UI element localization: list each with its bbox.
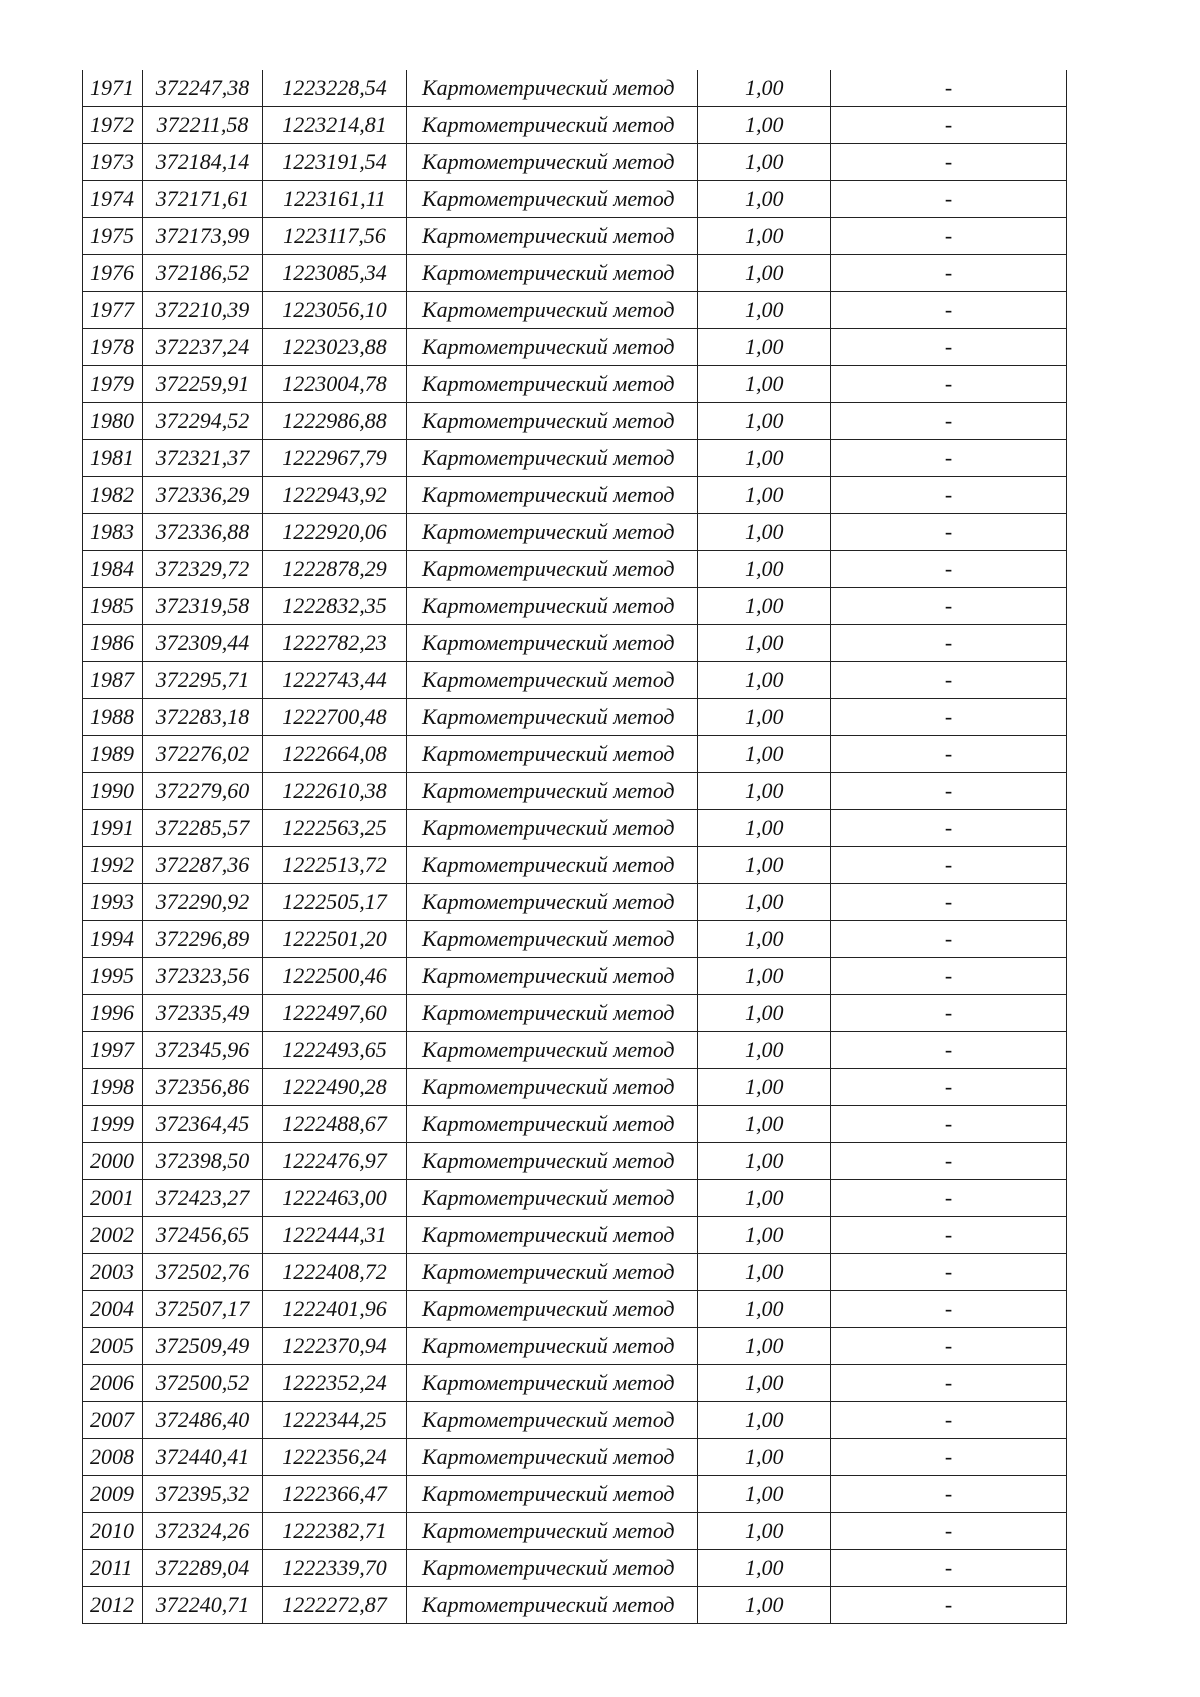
x-coordinate-cell: 372287,36 (143, 847, 263, 884)
table-row (83, 551, 1067, 588)
accuracy-cell: 1,00 (698, 1217, 831, 1254)
point-number-cell: 2001 (83, 1180, 143, 1217)
description-cell: - (831, 366, 1067, 403)
description-cell: - (831, 1254, 1067, 1291)
description-cell: - (831, 107, 1067, 144)
method-cell: Картометрический метод (407, 366, 698, 403)
method-cell: Картометрический метод (407, 181, 698, 218)
y-coordinate-cell: 1222563,25 (263, 810, 407, 847)
method-cell: Картометрический метод (407, 1365, 698, 1402)
x-coordinate-cell: 372398,50 (143, 1143, 263, 1180)
y-coordinate-cell: 1222700,48 (263, 699, 407, 736)
x-coordinate-cell: 372345,96 (143, 1032, 263, 1069)
y-coordinate-cell: 1223085,34 (263, 255, 407, 292)
point-number-cell: 1982 (83, 477, 143, 514)
method-cell: Картометрический метод (407, 773, 698, 810)
point-number-cell: 1995 (83, 958, 143, 995)
accuracy-cell: 1,00 (698, 1069, 831, 1106)
x-coordinate-cell: 372184,14 (143, 144, 263, 181)
point-number-cell: 1977 (83, 292, 143, 329)
table-row (83, 329, 1067, 366)
y-coordinate-cell: 1222943,92 (263, 477, 407, 514)
accuracy-cell: 1,00 (698, 884, 831, 921)
y-coordinate-cell: 1222488,67 (263, 1106, 407, 1143)
table-row (83, 1106, 1067, 1143)
point-number-cell: 1976 (83, 255, 143, 292)
x-coordinate-cell: 372285,57 (143, 810, 263, 847)
method-cell: Картометрический метод (407, 70, 698, 107)
table-row (83, 662, 1067, 699)
method-cell: Картометрический метод (407, 144, 698, 181)
description-cell: - (831, 329, 1067, 366)
accuracy-cell: 1,00 (698, 1143, 831, 1180)
description-cell: - (831, 1328, 1067, 1365)
x-coordinate-cell: 372440,41 (143, 1439, 263, 1476)
description-cell: - (831, 958, 1067, 995)
x-coordinate-cell: 372289,04 (143, 1550, 263, 1587)
point-number-cell: 1975 (83, 218, 143, 255)
x-coordinate-cell: 372500,52 (143, 1365, 263, 1402)
method-cell: Картометрический метод (407, 1254, 698, 1291)
y-coordinate-cell: 1223214,81 (263, 107, 407, 144)
x-coordinate-cell: 372309,44 (143, 625, 263, 662)
method-cell: Картометрический метод (407, 588, 698, 625)
x-coordinate-cell: 372283,18 (143, 699, 263, 736)
y-coordinate-cell: 1222493,65 (263, 1032, 407, 1069)
point-number-cell: 2003 (83, 1254, 143, 1291)
table-row (83, 255, 1067, 292)
table-row (83, 366, 1067, 403)
method-cell: Картометрический метод (407, 514, 698, 551)
method-cell: Картометрический метод (407, 107, 698, 144)
point-number-cell: 1981 (83, 440, 143, 477)
point-number-cell: 1979 (83, 366, 143, 403)
y-coordinate-cell: 1222743,44 (263, 662, 407, 699)
accuracy-cell: 1,00 (698, 107, 831, 144)
x-coordinate-cell: 372509,49 (143, 1328, 263, 1365)
method-cell: Картометрический метод (407, 255, 698, 292)
y-coordinate-cell: 1222272,87 (263, 1587, 407, 1624)
y-coordinate-cell: 1222505,17 (263, 884, 407, 921)
x-coordinate-cell: 372171,61 (143, 181, 263, 218)
accuracy-cell: 1,00 (698, 1439, 831, 1476)
point-number-cell: 2008 (83, 1439, 143, 1476)
method-cell: Картометрический метод (407, 810, 698, 847)
y-coordinate-cell: 1222401,96 (263, 1291, 407, 1328)
method-cell: Картометрический метод (407, 292, 698, 329)
method-cell: Картометрический метод (407, 1143, 698, 1180)
accuracy-cell: 1,00 (698, 514, 831, 551)
table-row (83, 810, 1067, 847)
y-coordinate-cell: 1222382,71 (263, 1513, 407, 1550)
method-cell: Картометрический метод (407, 1069, 698, 1106)
point-number-cell: 1983 (83, 514, 143, 551)
y-coordinate-cell: 1223228,54 (263, 70, 407, 107)
y-coordinate-cell: 1222497,60 (263, 995, 407, 1032)
point-number-cell: 1999 (83, 1106, 143, 1143)
point-number-cell: 1994 (83, 921, 143, 958)
point-number-cell: 1998 (83, 1069, 143, 1106)
y-coordinate-cell: 1222664,08 (263, 736, 407, 773)
x-coordinate-cell: 372240,71 (143, 1587, 263, 1624)
coordinates-table-body (83, 70, 1067, 1624)
description-cell: - (831, 810, 1067, 847)
description-cell: - (831, 1032, 1067, 1069)
accuracy-cell: 1,00 (698, 1365, 831, 1402)
point-number-cell: 1974 (83, 181, 143, 218)
table-row (83, 403, 1067, 440)
table-row (83, 995, 1067, 1032)
method-cell: Картометрический метод (407, 1513, 698, 1550)
description-cell: - (831, 144, 1067, 181)
accuracy-cell: 1,00 (698, 1402, 831, 1439)
y-coordinate-cell: 1223023,88 (263, 329, 407, 366)
method-cell: Картометрический метод (407, 1180, 698, 1217)
x-coordinate-cell: 372356,86 (143, 1069, 263, 1106)
description-cell: - (831, 255, 1067, 292)
x-coordinate-cell: 372186,52 (143, 255, 263, 292)
y-coordinate-cell: 1222463,00 (263, 1180, 407, 1217)
accuracy-cell: 1,00 (698, 588, 831, 625)
table-row (83, 699, 1067, 736)
accuracy-cell: 1,00 (698, 255, 831, 292)
accuracy-cell: 1,00 (698, 662, 831, 699)
table-row (83, 1217, 1067, 1254)
y-coordinate-cell: 1222339,70 (263, 1550, 407, 1587)
point-number-cell: 1987 (83, 662, 143, 699)
x-coordinate-cell: 372486,40 (143, 1402, 263, 1439)
point-number-cell: 2007 (83, 1402, 143, 1439)
method-cell: Картометрический метод (407, 1587, 698, 1624)
method-cell: Картометрический метод (407, 662, 698, 699)
table-row (83, 107, 1067, 144)
table-row (83, 1069, 1067, 1106)
method-cell: Картометрический метод (407, 1032, 698, 1069)
accuracy-cell: 1,00 (698, 1106, 831, 1143)
x-coordinate-cell: 372237,24 (143, 329, 263, 366)
table-row (83, 847, 1067, 884)
table-row (83, 1180, 1067, 1217)
method-cell: Картометрический метод (407, 218, 698, 255)
table-row (83, 1587, 1067, 1624)
coordinates-table (82, 70, 1067, 1624)
description-cell: - (831, 1513, 1067, 1550)
table-row (83, 884, 1067, 921)
description-cell: - (831, 477, 1067, 514)
point-number-cell: 2009 (83, 1476, 143, 1513)
y-coordinate-cell: 1222370,94 (263, 1328, 407, 1365)
method-cell: Картометрический метод (407, 847, 698, 884)
table-row (83, 218, 1067, 255)
accuracy-cell: 1,00 (698, 1587, 831, 1624)
x-coordinate-cell: 372364,45 (143, 1106, 263, 1143)
description-cell: - (831, 736, 1067, 773)
table-row (83, 440, 1067, 477)
description-cell: - (831, 1069, 1067, 1106)
method-cell: Картометрический метод (407, 884, 698, 921)
description-cell: - (831, 625, 1067, 662)
accuracy-cell: 1,00 (698, 1180, 831, 1217)
description-cell: - (831, 1402, 1067, 1439)
y-coordinate-cell: 1222344,25 (263, 1402, 407, 1439)
point-number-cell: 2006 (83, 1365, 143, 1402)
x-coordinate-cell: 372456,65 (143, 1217, 263, 1254)
y-coordinate-cell: 1222967,79 (263, 440, 407, 477)
accuracy-cell: 1,00 (698, 736, 831, 773)
description-cell: - (831, 70, 1067, 107)
x-coordinate-cell: 372279,60 (143, 773, 263, 810)
table-row (83, 181, 1067, 218)
x-coordinate-cell: 372276,02 (143, 736, 263, 773)
table-row (83, 625, 1067, 662)
accuracy-cell: 1,00 (698, 1550, 831, 1587)
accuracy-cell: 1,00 (698, 292, 831, 329)
y-coordinate-cell: 1222832,35 (263, 588, 407, 625)
point-number-cell: 2002 (83, 1217, 143, 1254)
table-row (83, 70, 1067, 107)
method-cell: Картометрический метод (407, 329, 698, 366)
accuracy-cell: 1,00 (698, 366, 831, 403)
point-number-cell: 1984 (83, 551, 143, 588)
y-coordinate-cell: 1222513,72 (263, 847, 407, 884)
table-row (83, 1439, 1067, 1476)
y-coordinate-cell: 1222501,20 (263, 921, 407, 958)
table-row (83, 292, 1067, 329)
table-row (83, 144, 1067, 181)
method-cell: Картометрический метод (407, 699, 698, 736)
table-row (83, 1550, 1067, 1587)
accuracy-cell: 1,00 (698, 625, 831, 662)
method-cell: Картометрический метод (407, 440, 698, 477)
method-cell: Картометрический метод (407, 477, 698, 514)
description-cell: - (831, 588, 1067, 625)
description-cell: - (831, 1143, 1067, 1180)
method-cell: Картометрический метод (407, 1550, 698, 1587)
accuracy-cell: 1,00 (698, 699, 831, 736)
accuracy-cell: 1,00 (698, 403, 831, 440)
point-number-cell: 1996 (83, 995, 143, 1032)
x-coordinate-cell: 372329,72 (143, 551, 263, 588)
x-coordinate-cell: 372290,92 (143, 884, 263, 921)
point-number-cell: 1997 (83, 1032, 143, 1069)
method-cell: Картометрический метод (407, 1217, 698, 1254)
description-cell: - (831, 884, 1067, 921)
accuracy-cell: 1,00 (698, 1513, 831, 1550)
table-row (83, 958, 1067, 995)
y-coordinate-cell: 1223191,54 (263, 144, 407, 181)
method-cell: Картометрический метод (407, 625, 698, 662)
method-cell: Картометрический метод (407, 1476, 698, 1513)
accuracy-cell: 1,00 (698, 810, 831, 847)
table-row (83, 1254, 1067, 1291)
description-cell: - (831, 1180, 1067, 1217)
point-number-cell: 1989 (83, 736, 143, 773)
y-coordinate-cell: 1222444,31 (263, 1217, 407, 1254)
description-cell: - (831, 292, 1067, 329)
description-cell: - (831, 551, 1067, 588)
point-number-cell: 1972 (83, 107, 143, 144)
description-cell: - (831, 440, 1067, 477)
point-number-cell: 1985 (83, 588, 143, 625)
table-row (83, 1365, 1067, 1402)
method-cell: Картометрический метод (407, 995, 698, 1032)
x-coordinate-cell: 372295,71 (143, 662, 263, 699)
table-row (83, 1476, 1067, 1513)
point-number-cell: 1990 (83, 773, 143, 810)
accuracy-cell: 1,00 (698, 921, 831, 958)
point-number-cell: 1993 (83, 884, 143, 921)
accuracy-cell: 1,00 (698, 440, 831, 477)
y-coordinate-cell: 1223004,78 (263, 366, 407, 403)
table-row (83, 514, 1067, 551)
point-number-cell: 2010 (83, 1513, 143, 1550)
table-row (83, 477, 1067, 514)
description-cell: - (831, 1365, 1067, 1402)
method-cell: Картометрический метод (407, 1328, 698, 1365)
x-coordinate-cell: 372259,91 (143, 366, 263, 403)
accuracy-cell: 1,00 (698, 1032, 831, 1069)
method-cell: Картометрический метод (407, 958, 698, 995)
x-coordinate-cell: 372324,26 (143, 1513, 263, 1550)
accuracy-cell: 1,00 (698, 773, 831, 810)
point-number-cell: 2000 (83, 1143, 143, 1180)
method-cell: Картометрический метод (407, 403, 698, 440)
x-coordinate-cell: 372319,58 (143, 588, 263, 625)
description-cell: - (831, 662, 1067, 699)
point-number-cell: 2012 (83, 1587, 143, 1624)
x-coordinate-cell: 372395,32 (143, 1476, 263, 1513)
x-coordinate-cell: 372502,76 (143, 1254, 263, 1291)
accuracy-cell: 1,00 (698, 181, 831, 218)
accuracy-cell: 1,00 (698, 1328, 831, 1365)
description-cell: - (831, 1217, 1067, 1254)
description-cell: - (831, 181, 1067, 218)
point-number-cell: 1992 (83, 847, 143, 884)
table-row (83, 1143, 1067, 1180)
point-number-cell: 1978 (83, 329, 143, 366)
y-coordinate-cell: 1222920,06 (263, 514, 407, 551)
description-cell: - (831, 1106, 1067, 1143)
y-coordinate-cell: 1222500,46 (263, 958, 407, 995)
description-cell: - (831, 699, 1067, 736)
y-coordinate-cell: 1222610,38 (263, 773, 407, 810)
description-cell: - (831, 1550, 1067, 1587)
table-row (83, 1402, 1067, 1439)
x-coordinate-cell: 372211,58 (143, 107, 263, 144)
y-coordinate-cell: 1223056,10 (263, 292, 407, 329)
point-number-cell: 1986 (83, 625, 143, 662)
x-coordinate-cell: 372173,99 (143, 218, 263, 255)
accuracy-cell: 1,00 (698, 1291, 831, 1328)
description-cell: - (831, 1587, 1067, 1624)
x-coordinate-cell: 372321,37 (143, 440, 263, 477)
point-number-cell: 1971 (83, 70, 143, 107)
x-coordinate-cell: 372507,17 (143, 1291, 263, 1328)
method-cell: Картометрический метод (407, 1439, 698, 1476)
table-row (83, 736, 1067, 773)
description-cell: - (831, 1291, 1067, 1328)
x-coordinate-cell: 372294,52 (143, 403, 263, 440)
table-row (83, 921, 1067, 958)
method-cell: Картометрический метод (407, 736, 698, 773)
description-cell: - (831, 1439, 1067, 1476)
y-coordinate-cell: 1222490,28 (263, 1069, 407, 1106)
description-cell: - (831, 403, 1067, 440)
method-cell: Картометрический метод (407, 1106, 698, 1143)
point-number-cell: 1988 (83, 699, 143, 736)
y-coordinate-cell: 1222356,24 (263, 1439, 407, 1476)
accuracy-cell: 1,00 (698, 144, 831, 181)
x-coordinate-cell: 372323,56 (143, 958, 263, 995)
table-row (83, 1513, 1067, 1550)
description-cell: - (831, 847, 1067, 884)
table-row (83, 1328, 1067, 1365)
x-coordinate-cell: 372210,39 (143, 292, 263, 329)
accuracy-cell: 1,00 (698, 1476, 831, 1513)
point-number-cell: 2011 (83, 1550, 143, 1587)
y-coordinate-cell: 1222476,97 (263, 1143, 407, 1180)
y-coordinate-cell: 1222986,88 (263, 403, 407, 440)
table-row (83, 1291, 1067, 1328)
accuracy-cell: 1,00 (698, 329, 831, 366)
accuracy-cell: 1,00 (698, 995, 831, 1032)
x-coordinate-cell: 372247,38 (143, 70, 263, 107)
y-coordinate-cell: 1223161,11 (263, 181, 407, 218)
point-number-cell: 1991 (83, 810, 143, 847)
method-cell: Картометрический метод (407, 1402, 698, 1439)
x-coordinate-cell: 372336,88 (143, 514, 263, 551)
point-number-cell: 1980 (83, 403, 143, 440)
method-cell: Картометрический метод (407, 921, 698, 958)
description-cell: - (831, 514, 1067, 551)
y-coordinate-cell: 1222408,72 (263, 1254, 407, 1291)
point-number-cell: 2004 (83, 1291, 143, 1328)
accuracy-cell: 1,00 (698, 218, 831, 255)
x-coordinate-cell: 372335,49 (143, 995, 263, 1032)
method-cell: Картометрический метод (407, 551, 698, 588)
description-cell: - (831, 773, 1067, 810)
y-coordinate-cell: 1222878,29 (263, 551, 407, 588)
accuracy-cell: 1,00 (698, 1254, 831, 1291)
accuracy-cell: 1,00 (698, 847, 831, 884)
description-cell: - (831, 995, 1067, 1032)
x-coordinate-cell: 372296,89 (143, 921, 263, 958)
description-cell: - (831, 921, 1067, 958)
description-cell: - (831, 218, 1067, 255)
point-number-cell: 2005 (83, 1328, 143, 1365)
x-coordinate-cell: 372336,29 (143, 477, 263, 514)
point-number-cell: 1973 (83, 144, 143, 181)
accuracy-cell: 1,00 (698, 70, 831, 107)
y-coordinate-cell: 1222782,23 (263, 625, 407, 662)
method-cell: Картометрический метод (407, 1291, 698, 1328)
table-row (83, 1032, 1067, 1069)
x-coordinate-cell: 372423,27 (143, 1180, 263, 1217)
accuracy-cell: 1,00 (698, 958, 831, 995)
accuracy-cell: 1,00 (698, 477, 831, 514)
accuracy-cell: 1,00 (698, 551, 831, 588)
description-cell: - (831, 1476, 1067, 1513)
table-row (83, 588, 1067, 625)
y-coordinate-cell: 1223117,56 (263, 218, 407, 255)
y-coordinate-cell: 1222366,47 (263, 1476, 407, 1513)
table-row (83, 773, 1067, 810)
y-coordinate-cell: 1222352,24 (263, 1365, 407, 1402)
